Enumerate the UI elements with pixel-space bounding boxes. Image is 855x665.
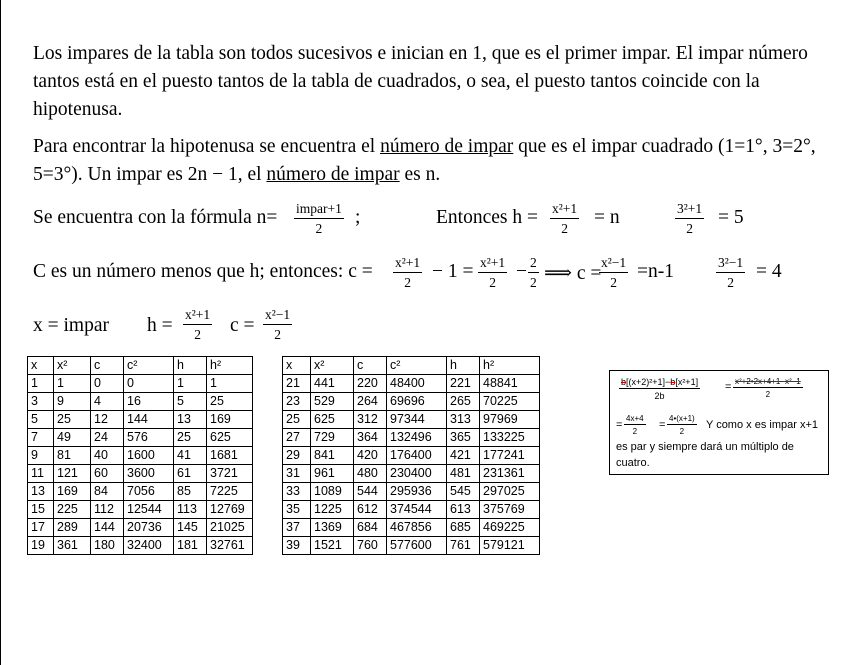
table-cell: 9	[54, 393, 91, 411]
formula2-frac-4-num: x²−1	[599, 255, 628, 273]
table-header-cell: x	[283, 357, 311, 375]
table-cell: 169	[54, 483, 91, 501]
table-cell: 25	[207, 393, 253, 411]
table-cell: 1	[28, 375, 54, 393]
table-cell: 21025	[207, 519, 253, 537]
table-cell: 5	[174, 393, 207, 411]
table-cell: 467856	[387, 519, 447, 537]
table-cell: 1089	[311, 483, 354, 501]
formula1-frac-example	[675, 201, 704, 237]
table-row	[28, 447, 253, 465]
table-cell: 144	[124, 411, 174, 429]
table-header-cell: h²	[207, 357, 253, 375]
formula2-frac-5	[716, 255, 745, 291]
table-cell: 1600	[124, 447, 174, 465]
proof-frac-2	[733, 377, 803, 399]
table-cell: 684	[354, 519, 387, 537]
table-row	[28, 537, 253, 555]
table-cell: 265	[447, 393, 480, 411]
table-cell: 625	[311, 411, 354, 429]
table-cell: 19	[28, 537, 54, 555]
formula1-text-d: = 5	[718, 207, 744, 228]
table-cell: 961	[311, 465, 354, 483]
table-cell: 1521	[311, 537, 354, 555]
formula2-frac-3	[528, 255, 539, 291]
formula3-frac-c-den: 2	[274, 327, 281, 342]
table-header-cell: c	[354, 357, 387, 375]
table-row	[283, 393, 540, 411]
formula1-frac-n-num: impar+1	[294, 201, 344, 219]
table-cell: 545	[447, 483, 480, 501]
table-cell: 12	[91, 411, 124, 429]
formula2-mid-1: − 1 =	[432, 261, 474, 282]
table-header-cell: c	[91, 357, 124, 375]
formula2-frac-5-num: 3²−1	[716, 255, 745, 273]
proof-text-c: cuatro.	[616, 457, 650, 469]
formula1-text-a: Se encuentra con la fórmula n=	[33, 207, 278, 228]
table-cell: 181	[174, 537, 207, 555]
table-cell: 27	[283, 429, 311, 447]
table-cell: 625	[207, 429, 253, 447]
table-row	[28, 375, 253, 393]
table-cell: 70225	[480, 393, 540, 411]
table-cell: 312	[354, 411, 387, 429]
table-cell: 25	[174, 429, 207, 447]
formula1-frac-h	[550, 201, 579, 237]
table-cell: 577600	[387, 537, 447, 555]
table-cell: 313	[447, 411, 480, 429]
table-cell: 21	[283, 375, 311, 393]
table-cell: 13	[28, 483, 54, 501]
proof-frac-1-num	[619, 377, 700, 389]
table-header-cell: x²	[311, 357, 354, 375]
table-cell: 25	[283, 411, 311, 429]
table-cell: 69696	[387, 393, 447, 411]
table-cell: 177241	[480, 447, 540, 465]
formula3-text-c: c =	[230, 315, 255, 336]
table-cell: 24	[91, 429, 124, 447]
table-cell: 81	[54, 447, 91, 465]
formula1-text-b: Entonces h =	[436, 207, 538, 228]
table-header-cell: x²	[54, 357, 91, 375]
table-header-row-right	[283, 357, 540, 375]
formula1-frac-n-den: 2	[315, 221, 323, 236]
formula2-frac-1-num: x²+1	[393, 255, 422, 273]
table-row	[283, 519, 540, 537]
formula2-frac-1-den: 2	[404, 275, 411, 290]
paragraph-hypotenuse-method	[33, 133, 823, 189]
table-cell: 579121	[480, 537, 540, 555]
proof-eq-3: =	[659, 419, 666, 431]
table-cell: 49	[54, 429, 91, 447]
proof-frac-3	[624, 414, 646, 436]
table-cell: 12544	[124, 501, 174, 519]
table-cell: 145	[174, 519, 207, 537]
formula3-frac-h-den: 2	[194, 327, 201, 342]
proof-frac-1-num-d: [x²+1]	[675, 377, 699, 387]
table-cell: 364	[354, 429, 387, 447]
table-cell: 144	[91, 519, 124, 537]
table-cell: 23	[283, 393, 311, 411]
p2-underlined-2: número de impar	[266, 164, 400, 185]
table-header-cell: x	[28, 357, 54, 375]
table-cell: 16	[124, 393, 174, 411]
table-cell: 48400	[387, 375, 447, 393]
table-cell: 169	[207, 411, 253, 429]
table-cell: 13	[174, 411, 207, 429]
table-row	[283, 537, 540, 555]
proof-frac-2-den: 2	[765, 390, 771, 399]
formula1-frac-h-den: 2	[561, 221, 568, 236]
table-cell: 841	[311, 447, 354, 465]
table-cell: 11	[28, 465, 54, 483]
table-cell: 35	[283, 501, 311, 519]
table-cell: 469225	[480, 519, 540, 537]
table-cell: 84	[91, 483, 124, 501]
table-cell: 97969	[480, 411, 540, 429]
proof-eq-2: =	[616, 419, 623, 431]
table-cell: 48841	[480, 375, 540, 393]
table-cell: 1681	[207, 447, 253, 465]
table-row	[28, 519, 253, 537]
table-row	[283, 375, 540, 393]
table-row	[28, 483, 253, 501]
table-cell: 7225	[207, 483, 253, 501]
proof-frac-4-den: 2	[679, 427, 685, 436]
proof-box	[609, 370, 829, 475]
table-row	[283, 465, 540, 483]
formula1-semicolon: ;	[355, 207, 361, 228]
table-cell: 4	[91, 393, 124, 411]
table-cell: 9	[28, 447, 54, 465]
table-cell: 365	[447, 429, 480, 447]
proof-frac-4	[667, 414, 697, 436]
table-cell: 133225	[480, 429, 540, 447]
table-cell: 33	[283, 483, 311, 501]
table-cell: 25	[54, 411, 91, 429]
table-header-cell: h	[174, 357, 207, 375]
formula2-frac-2-den: 2	[489, 275, 496, 290]
table-cell: 544	[354, 483, 387, 501]
table-cell: 3	[28, 393, 54, 411]
table-cell: 231361	[480, 465, 540, 483]
proof-frac-1-num-b: [(x+2)²+1]−	[626, 377, 671, 387]
formula2-text-a: C es un número menos que h; entonces: c =	[33, 261, 373, 282]
table-cell: 7056	[124, 483, 174, 501]
paragraph-odds-intro: Los impares de la tabla son todos sucesivos e inician en 1, que es el primer impar. El impar número tantos está en el puesto tantos de la tabla de cuadrados, o sea, el puesto tantos coincide con la hipotenusa.	[33, 43, 808, 120]
table-cell: 20736	[124, 519, 174, 537]
formula3-frac-h	[183, 307, 212, 343]
formula2-frac-5-den: 2	[727, 275, 734, 290]
formula3-frac-h-num: x²+1	[183, 307, 212, 325]
table-cell: 39	[283, 537, 311, 555]
squares-table-left	[27, 356, 253, 555]
table-cell: 421	[447, 447, 480, 465]
p2-text-b: que es el impar cuadrado (1=1°, 3=2°, 5=3°). Un impar es 2n − 1, el	[33, 136, 816, 185]
table-row	[28, 411, 253, 429]
table-cell: 685	[447, 519, 480, 537]
table-cell: 230400	[387, 465, 447, 483]
table-cell: 121	[54, 465, 91, 483]
table-row	[283, 447, 540, 465]
formula2-mid-2: −	[516, 261, 527, 282]
proof-text-b: es par y siempre dará un múltiplo de	[616, 441, 794, 453]
table-row	[28, 429, 253, 447]
formula2-frac-1	[393, 255, 422, 291]
table-cell: 761	[447, 537, 480, 555]
table-cell: 297025	[480, 483, 540, 501]
table-cell: 729	[311, 429, 354, 447]
table-row	[283, 483, 540, 501]
table-cell: 112	[91, 501, 124, 519]
table-row	[283, 501, 540, 519]
table-header-row-left	[28, 357, 253, 375]
formula2-frac-4-den: 2	[610, 275, 617, 290]
table-row	[28, 393, 253, 411]
table-header-cell: h	[447, 357, 480, 375]
formula1-frac-n	[294, 201, 344, 237]
table-cell: 264	[354, 393, 387, 411]
table-cell: 3600	[124, 465, 174, 483]
table-cell: 29	[283, 447, 311, 465]
table-cell: 225	[54, 501, 91, 519]
table-cell: 40	[91, 447, 124, 465]
formula2-mid-4: =n-1	[637, 261, 674, 282]
formula1-frac-h-num: x²+1	[550, 201, 579, 219]
p2-text-a: Para encontrar la hipotenusa se encuentra el	[33, 136, 381, 157]
formula2-frac-4	[599, 255, 628, 291]
table-cell: 0	[124, 375, 174, 393]
table-cell: 1	[207, 375, 253, 393]
proof-frac-3-num: 4x+4	[626, 414, 644, 423]
squares-table-right	[282, 356, 540, 555]
page-left-edge	[0, 0, 1, 665]
proof-frac-1-strike-a: b	[621, 377, 627, 387]
table-header-cell: c²	[387, 357, 447, 375]
proof-frac-1-strike-c: b	[670, 377, 676, 387]
formula3-text-b: h =	[147, 315, 173, 336]
table-cell: 176400	[387, 447, 447, 465]
proof-text-a: Y como x es impar x+1	[706, 419, 818, 431]
formula3-frac-c	[263, 307, 292, 343]
table-cell: 60	[91, 465, 124, 483]
table-cell: 132496	[387, 429, 447, 447]
formula2-frac-3-num: 2	[528, 255, 539, 273]
table-row	[28, 501, 253, 519]
table-cell: 613	[447, 501, 480, 519]
proof-frac-3-den: 2	[632, 427, 638, 436]
table-cell: 1225	[311, 501, 354, 519]
formula3-frac-c-num: x²−1	[263, 307, 292, 325]
proof-frac-1-den: 2b	[654, 391, 665, 401]
formula1-frac-example-den: 2	[686, 221, 693, 236]
table-cell: 17	[28, 519, 54, 537]
table-row	[283, 429, 540, 447]
table-cell: 3721	[207, 465, 253, 483]
table-cell: 1	[174, 375, 207, 393]
table-row	[283, 411, 540, 429]
table-cell: 375769	[480, 501, 540, 519]
table-cell: 31	[283, 465, 311, 483]
proof-frac-2-num: x²+2•2x+4+1−x²−1	[735, 377, 801, 386]
p2-text-c: es n.	[399, 164, 441, 185]
formula2-end: = 4	[756, 261, 782, 282]
table-cell: 37	[283, 519, 311, 537]
table-header-cell: h²	[480, 357, 540, 375]
formula3-text-a: x = impar	[33, 315, 109, 336]
formula1-frac-example-num: 3²+1	[675, 201, 704, 219]
table-cell: 612	[354, 501, 387, 519]
table-cell: 12769	[207, 501, 253, 519]
table-cell: 180	[91, 537, 124, 555]
table-cell: 295936	[387, 483, 447, 501]
formula2-mid-3: ⟹ c =	[544, 263, 602, 284]
table-cell: 289	[54, 519, 91, 537]
formula2-frac-2	[478, 255, 507, 291]
table-cell: 85	[174, 483, 207, 501]
proof-frac-1	[619, 377, 700, 401]
table-cell: 15	[28, 501, 54, 519]
table-cell: 481	[447, 465, 480, 483]
table-cell: 374544	[387, 501, 447, 519]
formula1-text-c: = n	[594, 207, 620, 228]
table-cell: 760	[354, 537, 387, 555]
proof-frac-4-num: 4•(x+1)	[669, 414, 695, 423]
table-cell: 97344	[387, 411, 447, 429]
table-cell: 1	[54, 375, 91, 393]
table-cell: 5	[28, 411, 54, 429]
table-cell: 220	[354, 375, 387, 393]
table-cell: 576	[124, 429, 174, 447]
formula2-frac-2-num: x²+1	[478, 255, 507, 273]
table-header-cell: c²	[124, 357, 174, 375]
table-cell: 529	[311, 393, 354, 411]
table-cell: 32400	[124, 537, 174, 555]
proof-eq-1: =	[725, 381, 732, 393]
table-cell: 32761	[207, 537, 253, 555]
table-cell: 7	[28, 429, 54, 447]
table-cell: 441	[311, 375, 354, 393]
table-cell: 0	[91, 375, 124, 393]
table-cell: 420	[354, 447, 387, 465]
p2-underlined-1: número de impar	[380, 136, 514, 157]
formula2-frac-3-den: 2	[530, 275, 537, 290]
table-cell: 361	[54, 537, 91, 555]
table-cell: 1369	[311, 519, 354, 537]
table-cell: 221	[447, 375, 480, 393]
table-row	[28, 465, 253, 483]
table-cell: 61	[174, 465, 207, 483]
table-cell: 113	[174, 501, 207, 519]
table-cell: 41	[174, 447, 207, 465]
table-cell: 480	[354, 465, 387, 483]
